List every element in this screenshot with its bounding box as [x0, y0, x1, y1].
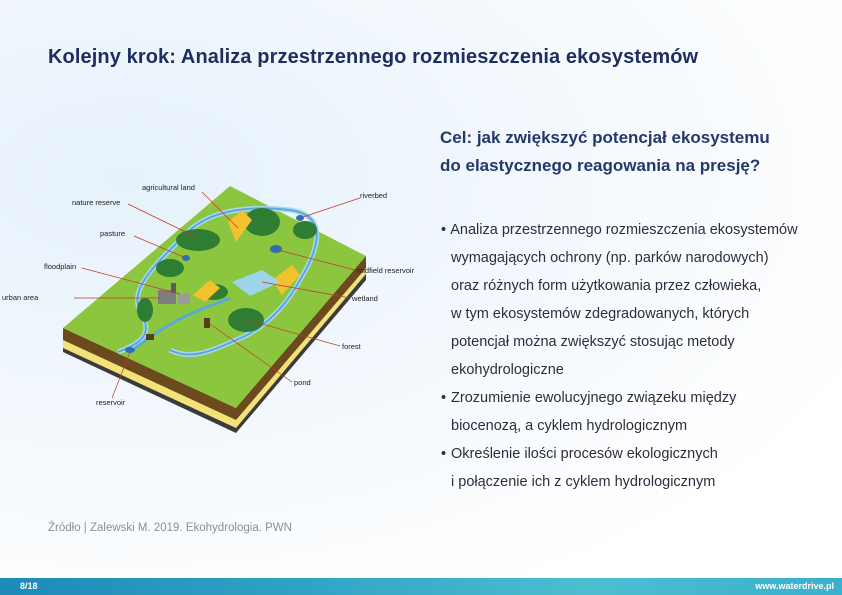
bullet-2-line-1 — [441, 384, 798, 412]
leader-nature-reserve — [128, 204, 198, 238]
bullet-1-line-1 — [441, 216, 798, 244]
label-pond: pond — [294, 378, 311, 387]
bullet-dot: • — [441, 390, 447, 406]
ecosystem-landscape-diagram — [0, 170, 430, 440]
label-nature-reserve: nature reserve — [72, 198, 121, 207]
urban-building-2 — [178, 294, 190, 304]
leader-riverbed — [300, 198, 360, 218]
bullet-text: Zrozumienie ewolucyjnego związeku między — [451, 390, 737, 406]
goal-heading — [440, 124, 830, 180]
bullet-1-line-6: ekohydrologiczne — [451, 362, 564, 378]
bullet-3-line-2: i połączenie ich z cyklem hydrologicznym — [451, 474, 716, 490]
goal-line-2: do elastycznego reagowania na presję? — [440, 156, 761, 175]
reservoir-dam — [146, 334, 154, 340]
goal-line-1: Cel: jak zwiększyć potencjał ekosystemu — [440, 128, 770, 147]
bullet-1-line-2: wymagających ochrony (np. parków narodowych) — [451, 250, 769, 266]
bullet-3-line-1 — [441, 440, 798, 468]
slide-title: Kolejny krok: Analiza przestrzennego rozmieszczenia ekosystemów — [48, 46, 699, 68]
label-reservoir: reservoir — [96, 398, 126, 407]
bullet-dot: • — [441, 222, 447, 238]
forest-patch-bottom — [228, 308, 264, 332]
forest-patch-mid — [156, 259, 184, 277]
bullet-dot: • — [441, 446, 447, 462]
nature-reserve-forest — [176, 229, 220, 251]
label-riverbed: riverbed — [360, 191, 388, 200]
label-forest: forest — [342, 342, 361, 351]
label-midfield-reservoir: midfield reservoir — [357, 266, 415, 275]
label-pasture: pasture — [100, 229, 126, 238]
bullet-list — [441, 216, 798, 496]
bullet-2-line-2: biocenozą, a cyklem hydrologicznym — [451, 418, 688, 434]
label-agricultural-land: agricultural land — [142, 183, 195, 192]
bullet-1-line-3: oraz różnych form użytkowania przez człowieka, — [451, 278, 762, 294]
bullet-1-line-5: potencjał można zwiększyć stosując metody — [451, 334, 735, 350]
footer-bar — [0, 578, 842, 595]
midfield-reservoir-pond — [270, 245, 282, 253]
source-citation: Źródło | Zalewski M. 2019. Ekohydrologia. PWN — [48, 522, 292, 534]
bullet-text: Określenie ilości procesów ekologicznych — [451, 446, 718, 462]
bullet-1-line-4: w tym ekosystemów zdegradowanych, których — [451, 306, 750, 322]
website-link[interactable]: www.waterdrive.pl — [755, 581, 834, 591]
label-floodplain: floodplain — [44, 262, 77, 271]
label-urban-area: urban area — [2, 293, 39, 302]
label-wetland: wetland — [352, 294, 378, 303]
pond-dam — [204, 318, 210, 328]
bullet-text: Analiza przestrzennego rozmieszczenia ekosystemów — [450, 222, 798, 238]
forest-patch-right — [293, 221, 317, 239]
page-number: 8/18 — [20, 581, 38, 591]
forest-patch-urban — [137, 298, 153, 322]
